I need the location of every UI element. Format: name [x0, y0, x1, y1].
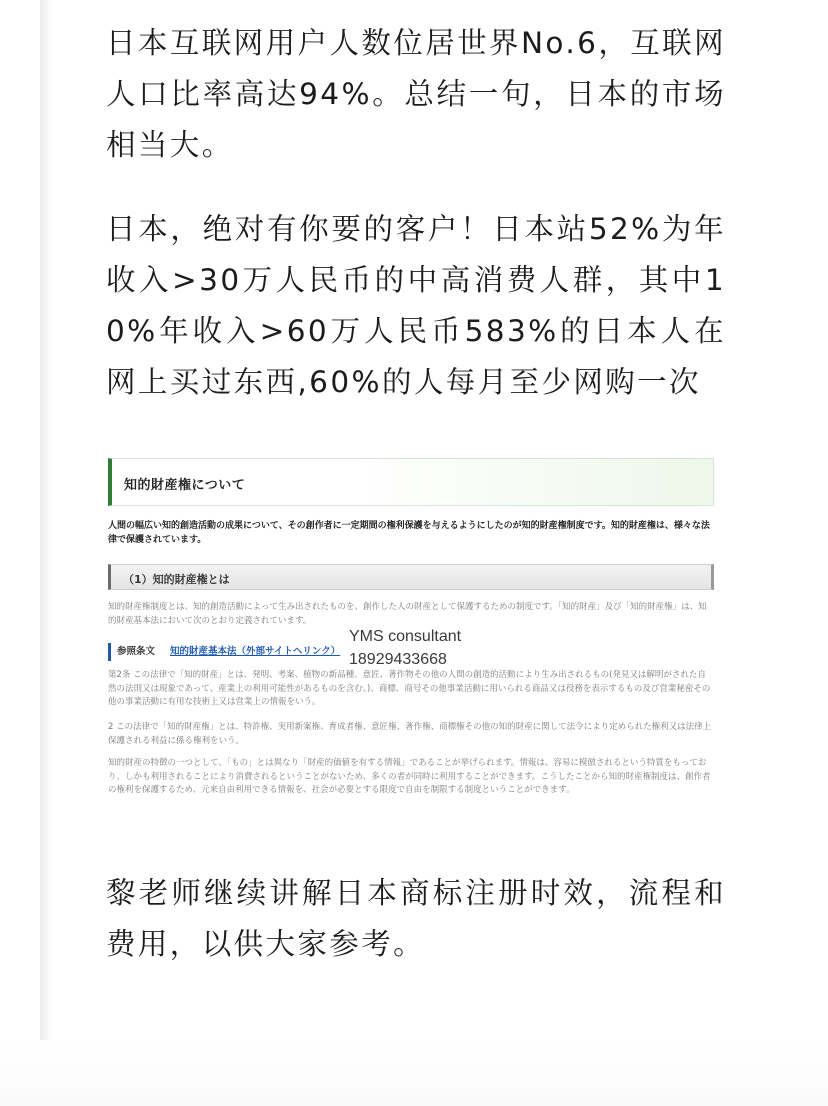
left-edge-shadow [40, 0, 54, 1040]
screenshot-text-article2: 第2条 この法律で「知的財産」とは、発明、考案、植物の新品種、意匠、著作物その他の人間の創造的活動により生み出されるもの(発見又は解明がされた自然の法則又は現象であって、産業上の利用可能性があるものを含む。)、商標、商号その他事業活動に用いられる商品又は役務を表示するもの及び営業秘密その他の事業活動に有用な技術上又は営業上の情報をいう。 [108, 670, 711, 707]
screenshot-section-heading: （1）知的財産権とは [123, 573, 230, 586]
paragraph-customers: 日本，绝对有你要的客户！日本站52%为年收入>30万人民币的中高消费人群，其中10%年收入>60万人民币583%的日本人在网上买过东西,60%的人每月至少网购一次 [106, 212, 726, 399]
watermark-phone: 18929433668 [349, 651, 447, 668]
screenshot-text-article2-2: 2 この法律で「知的財産権」とは、特許権、実用新案権、育成者権、意匠権、著作権、商標権その他の知的財産に関して法令により定められた権利又は法律上保護される利益に係る権利をいう。 [108, 722, 712, 746]
screenshot-section-heading-bar [108, 564, 714, 590]
screenshot-intro: 人間の幅広い知的創造活動の成果について、その創作者に一定期間の権利保護を与えるようにしたのが知的財産権制度です。知的財産権は、様々な法律で保護されています。 [108, 521, 710, 545]
article-body [106, 18, 726, 408]
paragraph-trademark-intro: 黎老师继续讲解日本商标注册时效，流程和费用，以供大家参考。 [106, 876, 726, 961]
paragraph-market-size: 日本互联网用户人数位居世界No.6，互联网人口比率高达94%。总结一句，日本的市场相当大。 [106, 26, 726, 162]
article-footer [106, 868, 726, 970]
screenshot-title: 知的財産権について [124, 478, 246, 493]
reference-link[interactable]: 知的財産基本法（外部サイトへリンク） [170, 646, 341, 657]
bottom-fade [0, 1040, 828, 1106]
screenshot-text-definition: 知的財産権制度とは、知的創造活動によって生み出されたものを、創作した人の財産として保護するための制度です。「知的財産」及び「知的財産権」は、知的財産基本法において次のとおり定義されています。 [108, 602, 707, 626]
screenshot-title-bar [108, 458, 714, 506]
screenshot-text-feature: 知的財産の特徴の一つとして、「もの」とは異なり「財産的価値を有する情報」であることが挙げられます。情報は、容易に模倣されるという特質をもっており、しかも利用されることにより消費されるということがないため、多くの者が同時に利用することができます。こうしたことから知的財産権制度は、創作者の権利を保護するため、元来自由利用できる情報を、社会が必要とする限度で自由を制限する制度ということができます。 [108, 758, 711, 795]
screenshot-reference [108, 643, 340, 661]
watermark-name: YMS consultant [349, 628, 462, 645]
reference-label: 参照条文 [117, 646, 156, 657]
